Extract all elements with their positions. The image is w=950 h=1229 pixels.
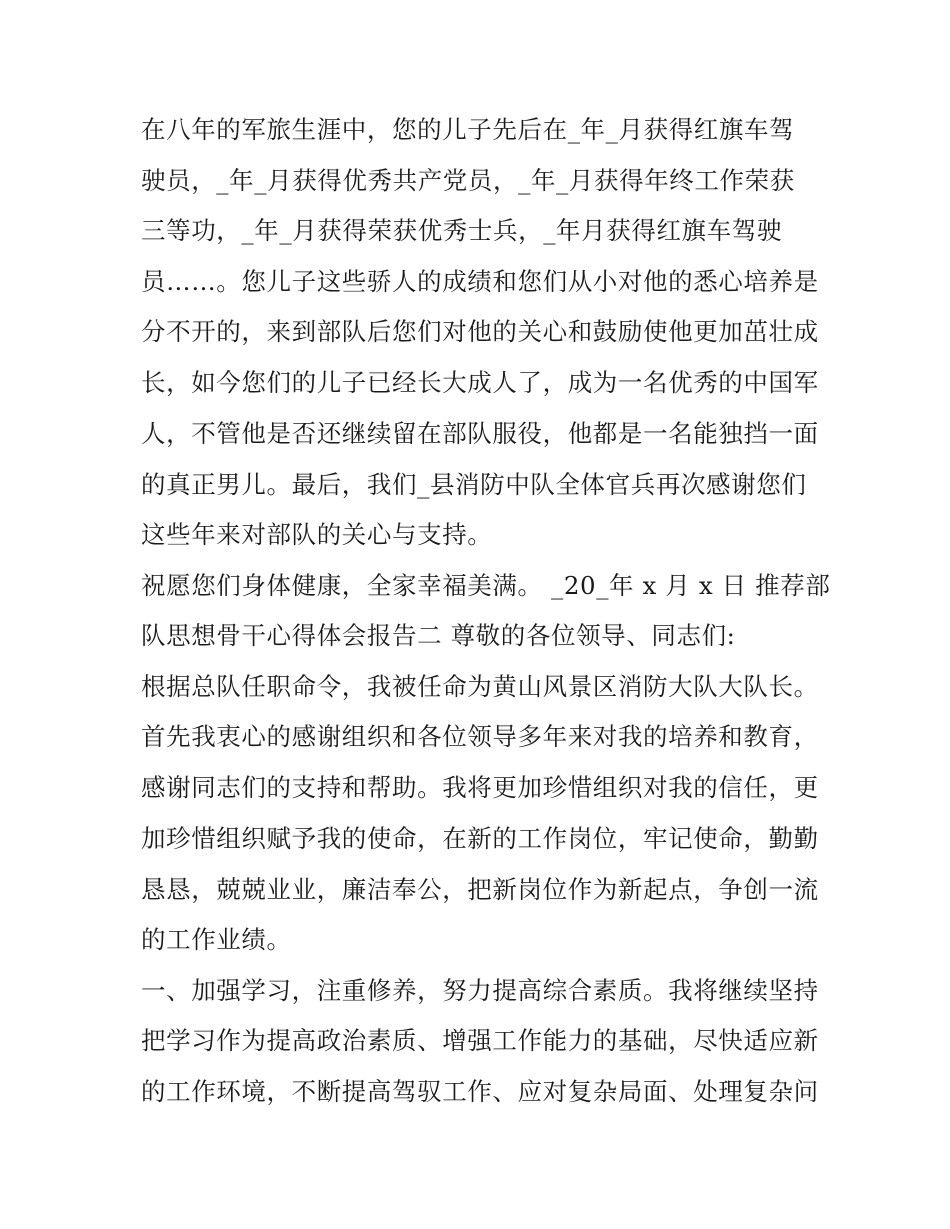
text-line: 一、加强学习，注重修养，努力提高综合素质。我将继续坚持 (141, 976, 819, 1005)
text-line: 的真正男儿。最后，我们_县消防中队全体官兵再次感谢您们 (141, 470, 807, 499)
text-line: 三等功，_年_月获得荣获优秀士兵，_年月获得红旗车驾驶 (141, 216, 782, 245)
text-line: 的工作业绩。 (141, 925, 292, 954)
text-line: 加珍惜组织赋予我的使命，在新的工作岗位，牢记使命，勤勤 (141, 824, 819, 853)
text-line: 员……。您儿子这些骄人的成绩和您们从小对他的悉心培养是 (141, 267, 819, 296)
text-line: 首先我衷心的感谢组织和各位领导多年来对我的培养和教育， (141, 722, 819, 751)
text-line: 人，不管他是否还继续留在部队服役，他都是一名能独挡一面 (141, 419, 819, 448)
text-line: 队思想骨干心得体会报告二 尊敬的各位领导、同志们: (141, 621, 736, 650)
text-line: 分不开的，来到部队后您们对他的关心和鼓励使他更加茁壮成 (141, 317, 819, 346)
text-line: 感谢同志们的支持和帮助。我将更加珍惜组织对我的信任，更 (141, 773, 819, 802)
text-line: 把学习作为提高政治素质、增强工作能力的基础，尽快适应新 (141, 1026, 819, 1055)
text-line: 驶员，_年_月获得优秀共产党员，_年_月获得年终工作荣获 (141, 166, 795, 195)
text-line: 根据总队任职命令，我被任命为黄山风景区消防大队大队长。 (141, 672, 819, 701)
text-line: 长，如今您们的儿子已经长大成人了，成为一名优秀的中国军 (141, 368, 819, 397)
text-line: 在八年的军旅生涯中，您的儿子先后在_年_月获得红旗车驾 (141, 115, 795, 144)
text-line: 恳恳，兢兢业业，廉洁奉公，把新岗位作为新起点，争创一流 (141, 875, 819, 904)
text-line: 祝愿您们身体健康，全家幸福美满。 _20_年 x 月 x 日 推荐部 (141, 571, 831, 600)
text-line: 这些年来对部队的关心与支持。 (141, 520, 493, 549)
text-line: 的工作环境，不断提高驾驭工作、应对复杂局面、处理复杂问 (141, 1077, 819, 1106)
